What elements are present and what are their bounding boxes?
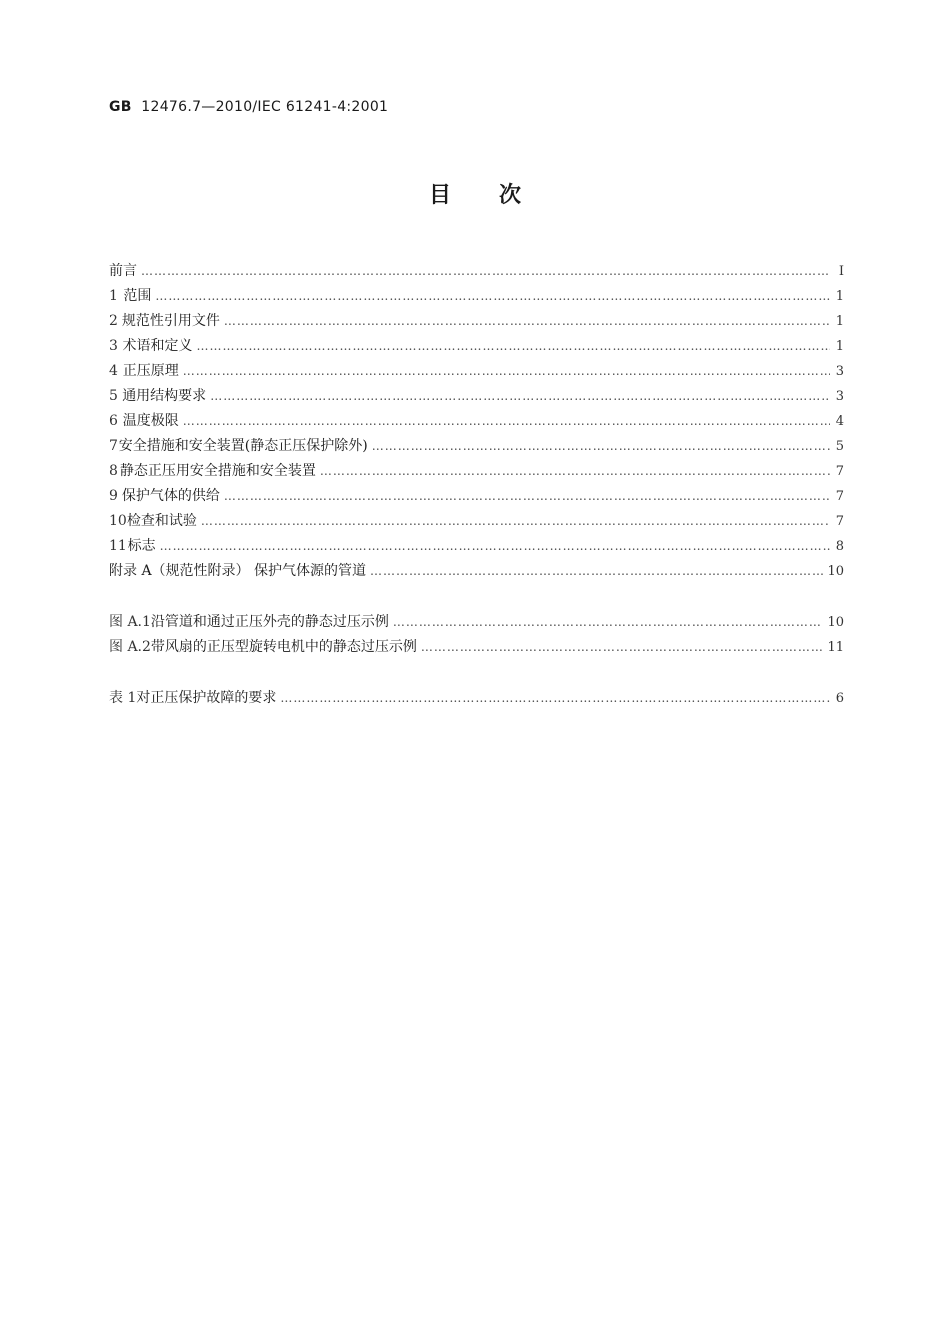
toc-entry-9[interactable] — [109, 484, 844, 509]
dot-leader — [421, 635, 824, 660]
toc-page-number: 8 — [835, 539, 844, 554]
toc-page-number: 3 — [835, 364, 844, 379]
toc-entry-annex-a[interactable] — [109, 559, 844, 584]
toc-entry-label: 静态正压用安全措施和安全装置 — [119, 463, 316, 479]
toc-entry-label: 前言 — [109, 263, 137, 279]
standard-prefix: GB — [109, 99, 132, 115]
toc-table-number: 表 1 — [109, 690, 137, 706]
dot-leader — [201, 509, 830, 534]
dot-leader — [160, 534, 830, 559]
toc-entry-foreword[interactable] — [109, 259, 844, 284]
toc-entry-label: 安全措施和安全装置(静态正压保护除外) — [118, 438, 368, 454]
section-gap — [109, 660, 844, 686]
page-title: 目次 — [428, 183, 569, 208]
toc-entry-number: 8 — [109, 463, 118, 479]
toc-entry-label: 附录 A（规范性附录） 保护气体源的管道 — [109, 563, 367, 579]
toc-entry-3[interactable] — [109, 334, 844, 359]
toc-page-number: 7 — [835, 464, 844, 479]
toc-entry-number: 10 — [109, 513, 127, 529]
dot-leader — [141, 259, 830, 284]
dot-leader — [210, 384, 830, 409]
toc-page-number: 1 — [835, 339, 844, 354]
toc-entry-number: 11 — [109, 538, 127, 554]
toc-entry-label: 规范性引用文件 — [121, 313, 220, 329]
toc-page-number: 1 — [835, 289, 844, 304]
document-code — [109, 99, 388, 115]
toc-page-number: 6 — [835, 691, 844, 706]
dot-leader — [393, 610, 824, 635]
toc-entry-11[interactable] — [109, 534, 844, 559]
toc-entry-5[interactable] — [109, 384, 844, 409]
table-of-contents — [109, 259, 844, 711]
toc-page-number: 4 — [835, 414, 844, 429]
dot-leader — [372, 434, 830, 459]
toc-entry-number: 9 — [109, 488, 118, 504]
toc-figure-number: 图 A.2 — [109, 639, 151, 655]
dot-leader — [320, 459, 830, 484]
standard-number: 12476.7—2010/IEC 61241-4:2001 — [141, 99, 389, 115]
toc-page-number: 11 — [827, 640, 844, 655]
toc-entry-number: 1 — [109, 288, 118, 304]
toc-page-number: 7 — [835, 514, 844, 529]
toc-entry-number: 2 — [109, 313, 118, 329]
toc-entry-label: 温度极限 — [122, 413, 179, 429]
toc-entry-label: 检查和试验 — [126, 513, 197, 529]
toc-figure-number: 图 A.1 — [109, 614, 151, 630]
dot-leader — [224, 484, 830, 509]
toc-entry-6[interactable] — [109, 409, 844, 434]
toc-entry-1[interactable] — [109, 284, 844, 309]
dot-leader — [370, 559, 823, 584]
toc-entry-number: 7 — [109, 438, 118, 454]
toc-page-number: 10 — [827, 564, 844, 579]
toc-page-number: 10 — [827, 615, 844, 630]
toc-entry-label: 术语和定义 — [122, 338, 193, 354]
section-gap — [109, 584, 844, 610]
toc-entry-7[interactable] — [109, 434, 844, 459]
toc-figure-a1[interactable] — [109, 610, 844, 635]
toc-entry-number: 4 — [109, 363, 118, 379]
toc-page-number: 7 — [835, 489, 844, 504]
toc-page-number: 5 — [835, 439, 844, 454]
toc-table-label: 对正压保护故障的要求 — [136, 690, 277, 706]
toc-entry-label: 标志 — [127, 538, 156, 554]
toc-entry-label: 正压原理 — [122, 363, 179, 379]
toc-entry-label: 保护气体的供给 — [121, 488, 220, 504]
toc-page-number: 3 — [835, 389, 844, 404]
toc-entry-number: 3 — [109, 338, 118, 354]
toc-page-number: 1 — [835, 314, 844, 329]
dot-leader — [280, 686, 830, 711]
toc-entry-label: 范围 — [123, 288, 152, 304]
toc-figure-a2[interactable] — [109, 635, 844, 660]
toc-entry-2[interactable] — [109, 309, 844, 334]
dot-leader — [183, 359, 830, 384]
dot-leader — [196, 334, 830, 359]
toc-entry-10[interactable] — [109, 509, 844, 534]
dot-leader — [224, 309, 830, 334]
toc-entry-number: 6 — [109, 413, 118, 429]
toc-figure-label: 带风扇的正压型旋转电机中的静态过压示例 — [150, 639, 417, 655]
toc-entry-label: 通用结构要求 — [122, 388, 207, 404]
toc-entry-number: 5 — [109, 388, 118, 404]
toc-table-1[interactable] — [109, 686, 844, 711]
toc-entry-4[interactable] — [109, 359, 844, 384]
toc-entry-8[interactable] — [109, 459, 844, 484]
toc-page-number: Ⅰ — [838, 264, 844, 279]
toc-figure-label: 沿管道和通过正压外壳的静态过压示例 — [150, 614, 389, 630]
dot-leader — [183, 409, 830, 434]
dot-leader — [155, 284, 830, 309]
